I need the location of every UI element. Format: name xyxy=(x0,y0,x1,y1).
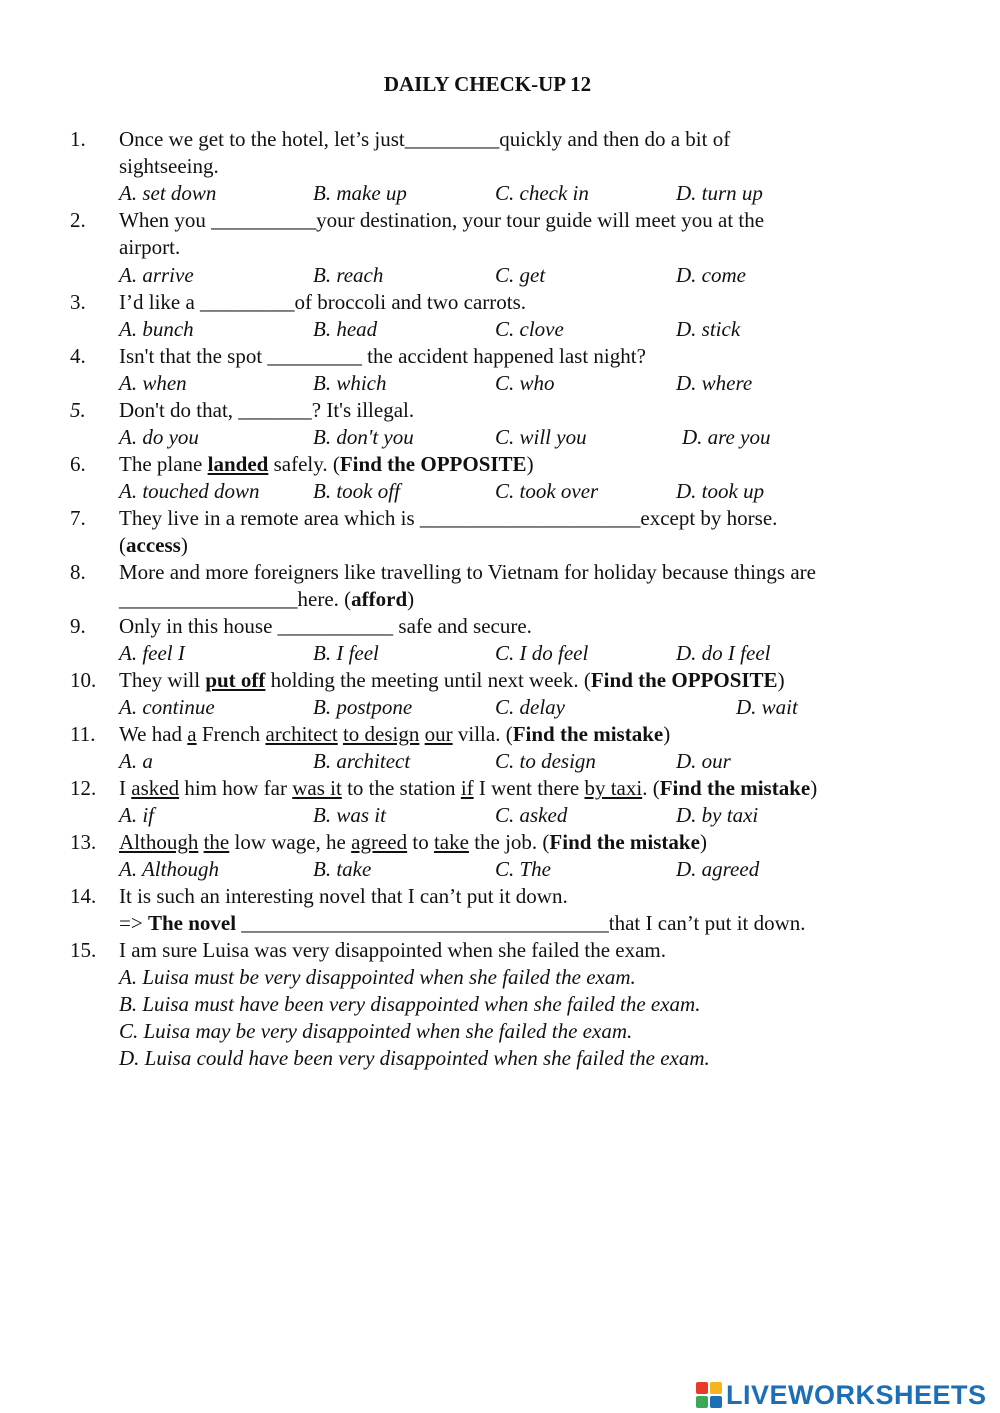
q12-stem xyxy=(119,775,817,802)
q13-underline-c: agreed xyxy=(351,830,408,854)
q5-option-a[interactable]: A. do you xyxy=(119,425,199,449)
q10-option-d[interactable]: D. wait xyxy=(736,695,798,719)
q3-option-d[interactable]: D. stick xyxy=(676,317,741,341)
q1-option-d[interactable]: D. turn up xyxy=(676,181,763,205)
q3-number: 3. xyxy=(70,290,86,314)
q12-underline-b: was it xyxy=(292,776,342,800)
q2-option-a[interactable]: A. arrive xyxy=(119,263,194,287)
q3-option-a[interactable]: A. bunch xyxy=(119,317,194,341)
q6-option-d[interactable]: D. took up xyxy=(676,479,765,503)
q10-text-1: They will xyxy=(119,668,206,692)
q13-text-4: the job. ( xyxy=(468,830,550,854)
q1-option-b[interactable]: B. make up xyxy=(313,181,407,205)
q12-underline-d: by taxi xyxy=(584,776,643,800)
q12-number: 12. xyxy=(70,776,97,800)
q11-underline-c: to design xyxy=(342,722,420,746)
q6-instruction: Find the OPPOSITE xyxy=(339,452,527,476)
q12-underline-a: asked xyxy=(131,776,180,800)
q8-word: afford xyxy=(351,587,408,611)
q7-number: 7. xyxy=(70,506,86,530)
q1-stem: Once we get to the hotel, let’s just_________quickly and then do a bit of xyxy=(119,127,731,151)
q12-text-4: I went there xyxy=(473,776,585,800)
q6-text-1: The plane xyxy=(119,452,208,476)
q8-stem: More and more foreigners like travelling to Vietnam for holiday because things are xyxy=(119,560,816,584)
q4-option-c[interactable]: C. who xyxy=(495,371,555,395)
q15-stem: I am sure Luisa was very disappointed when she failed the exam. xyxy=(119,938,666,962)
q8-stem-cont xyxy=(119,586,414,613)
q10-stem xyxy=(119,667,785,694)
q9-number: 9. xyxy=(70,614,86,638)
q10-underlined-word: put off xyxy=(205,668,266,692)
q12-option-d[interactable]: D. by taxi xyxy=(676,803,759,827)
q2-stem: When you __________your destination, your tour guide will meet you at the xyxy=(119,208,765,232)
q7-paren-close: ) xyxy=(180,533,188,557)
q14-rewrite xyxy=(119,910,806,937)
q4-option-a[interactable]: A. when xyxy=(119,371,187,395)
q11-number: 11. xyxy=(70,722,96,746)
q15-option-d[interactable]: D. Luisa could have been very disappointed when she failed the exam. xyxy=(119,1046,710,1070)
q6-underlined-word: landed xyxy=(207,452,269,476)
q12-option-c[interactable]: C. asked xyxy=(495,803,568,827)
q6-option-c[interactable]: C. took over xyxy=(495,479,599,503)
liveworksheets-logo xyxy=(696,1379,987,1411)
q6-number: 6. xyxy=(70,452,86,476)
q6-stem xyxy=(119,451,534,478)
q14-blank[interactable]: ___________________________________that I can’t put it down. xyxy=(236,911,806,935)
logo-text: LIVEWORKSHEETS xyxy=(726,1379,987,1410)
q13-option-b[interactable]: B. take xyxy=(313,857,372,881)
q1-option-a[interactable]: A. set down xyxy=(119,181,217,205)
q12-text-1: I xyxy=(119,776,132,800)
q12-text-6: ) xyxy=(810,776,818,800)
q11-option-c[interactable]: C. to design xyxy=(495,749,596,773)
q10-option-a[interactable]: A. continue xyxy=(119,695,215,719)
q11-underline-a: a xyxy=(187,722,197,746)
q2-option-c[interactable]: C. get xyxy=(495,263,546,287)
q8-number: 8. xyxy=(70,560,86,584)
q15-option-c[interactable]: C. Luisa may be very disappointed when she failed the exam. xyxy=(119,1019,633,1043)
q1-option-c[interactable]: C. check in xyxy=(495,181,589,205)
q11-option-b[interactable]: B. architect xyxy=(313,749,411,773)
q12-underline-c: if xyxy=(460,776,474,800)
q10-instruction: Find the OPPOSITE xyxy=(590,668,778,692)
q12-instruction: Find the mistake xyxy=(659,776,811,800)
q6-option-a[interactable]: A. touched down xyxy=(119,479,260,503)
page-title: DAILY CHECK-UP 12 xyxy=(383,72,592,96)
q13-option-d[interactable]: D. agreed xyxy=(676,857,760,881)
q2-option-b[interactable]: B. reach xyxy=(313,263,384,287)
q13-underline-b: the xyxy=(203,830,230,854)
q6-text-3: ) xyxy=(526,452,534,476)
q1-number: 1. xyxy=(70,127,86,151)
q4-number: 4. xyxy=(70,344,86,368)
q13-stem xyxy=(119,829,707,856)
q11-option-d[interactable]: D. our xyxy=(676,749,731,773)
q7-stem: They live in a remote area which is _____________________except by horse. xyxy=(119,506,778,530)
q12-text-5: . ( xyxy=(642,776,660,800)
q10-text-3: ) xyxy=(777,668,785,692)
q7-word-prompt xyxy=(119,532,188,559)
q14-number: 14. xyxy=(70,884,97,908)
q13-text-3: to xyxy=(407,830,434,854)
q9-option-d[interactable]: D. do I feel xyxy=(676,641,771,665)
q4-option-d[interactable]: D. where xyxy=(676,371,753,395)
q9-option-a[interactable]: A. feel I xyxy=(119,641,185,665)
q12-option-b[interactable]: B. was it xyxy=(313,803,386,827)
q9-option-b[interactable]: B. I feel xyxy=(313,641,379,665)
q11-text-5: villa. ( xyxy=(452,722,513,746)
q11-text-1: We had xyxy=(119,722,188,746)
q3-option-c[interactable]: C. clove xyxy=(495,317,564,341)
q11-stem xyxy=(119,721,670,748)
q13-number: 13. xyxy=(70,830,97,854)
q13-text-2: low wage, he xyxy=(229,830,352,854)
q7-word: access xyxy=(126,533,181,557)
q3-option-b[interactable]: B. head xyxy=(313,317,378,341)
q12-text-2: him how far xyxy=(179,776,293,800)
q15-number: 15. xyxy=(70,938,97,962)
q15-option-b[interactable]: B. Luisa must have been very disappointed when she failed the exam. xyxy=(119,992,701,1016)
q10-option-b[interactable]: B. postpone xyxy=(313,695,413,719)
q4-option-b[interactable]: B. which xyxy=(313,371,387,395)
q13-underline-d: take xyxy=(433,830,469,854)
q11-option-a[interactable]: A. a xyxy=(119,749,153,773)
q10-option-c[interactable]: C. delay xyxy=(495,695,565,719)
q2-stem-cont: airport. xyxy=(119,235,181,259)
q13-text-5: ) xyxy=(699,830,707,854)
q11-underline-d: our xyxy=(424,722,453,746)
q10-text-2: holding the meeting until next week. ( xyxy=(265,668,591,692)
q6-option-b[interactable]: B. took off xyxy=(313,479,400,503)
q13-option-a[interactable]: A. Although xyxy=(119,857,219,881)
q6-text-2: safely. ( xyxy=(268,452,340,476)
q4-stem: Isn't that the spot _________ the accident happened last night? xyxy=(119,344,646,368)
q9-option-c[interactable]: C. I do feel xyxy=(495,641,589,665)
q13-instruction: Find the mistake xyxy=(549,830,700,854)
q8-paren-close: ) xyxy=(407,587,415,611)
logo-icon xyxy=(696,1382,722,1408)
q10-number: 10. xyxy=(70,668,97,692)
q11-underline-b: architect xyxy=(265,722,338,746)
q2-option-d[interactable]: D. come xyxy=(676,263,746,287)
q5-stem: Don't do that, _______? It's illegal. xyxy=(119,398,415,422)
q14-arrow: => xyxy=(119,911,148,935)
q5-option-b[interactable]: B. don't you xyxy=(313,425,414,449)
q13-underline-a: Although xyxy=(119,830,199,854)
q13-option-c[interactable]: C. The xyxy=(495,857,552,881)
q11-text-6: ) xyxy=(663,722,671,746)
q8-blank-text: _________________here. ( xyxy=(119,587,352,611)
q3-stem: I’d like a _________of broccoli and two carrots. xyxy=(119,290,527,314)
q14-stem: It is such an interesting novel that I can’t put it down. xyxy=(119,884,568,908)
q5-option-c[interactable]: C. will you xyxy=(495,425,587,449)
q7-paren-open: ( xyxy=(119,533,126,557)
q9-stem: Only in this house ___________ safe and secure. xyxy=(119,614,532,638)
q12-option-a[interactable]: A. if xyxy=(119,803,154,827)
q11-text-2: French xyxy=(196,722,266,746)
q5-number: 5. xyxy=(70,398,86,422)
q12-text-3: to the station xyxy=(341,776,461,800)
q11-instruction: Find the mistake xyxy=(512,722,664,746)
q2-number: 2. xyxy=(70,208,86,232)
q1-stem-cont: sightseeing. xyxy=(119,154,219,178)
q15-option-a[interactable]: A. Luisa must be very disappointed when she failed the exam. xyxy=(119,965,636,989)
q14-start: The novel xyxy=(147,911,237,935)
q5-option-d[interactable]: D. are you xyxy=(682,425,771,449)
